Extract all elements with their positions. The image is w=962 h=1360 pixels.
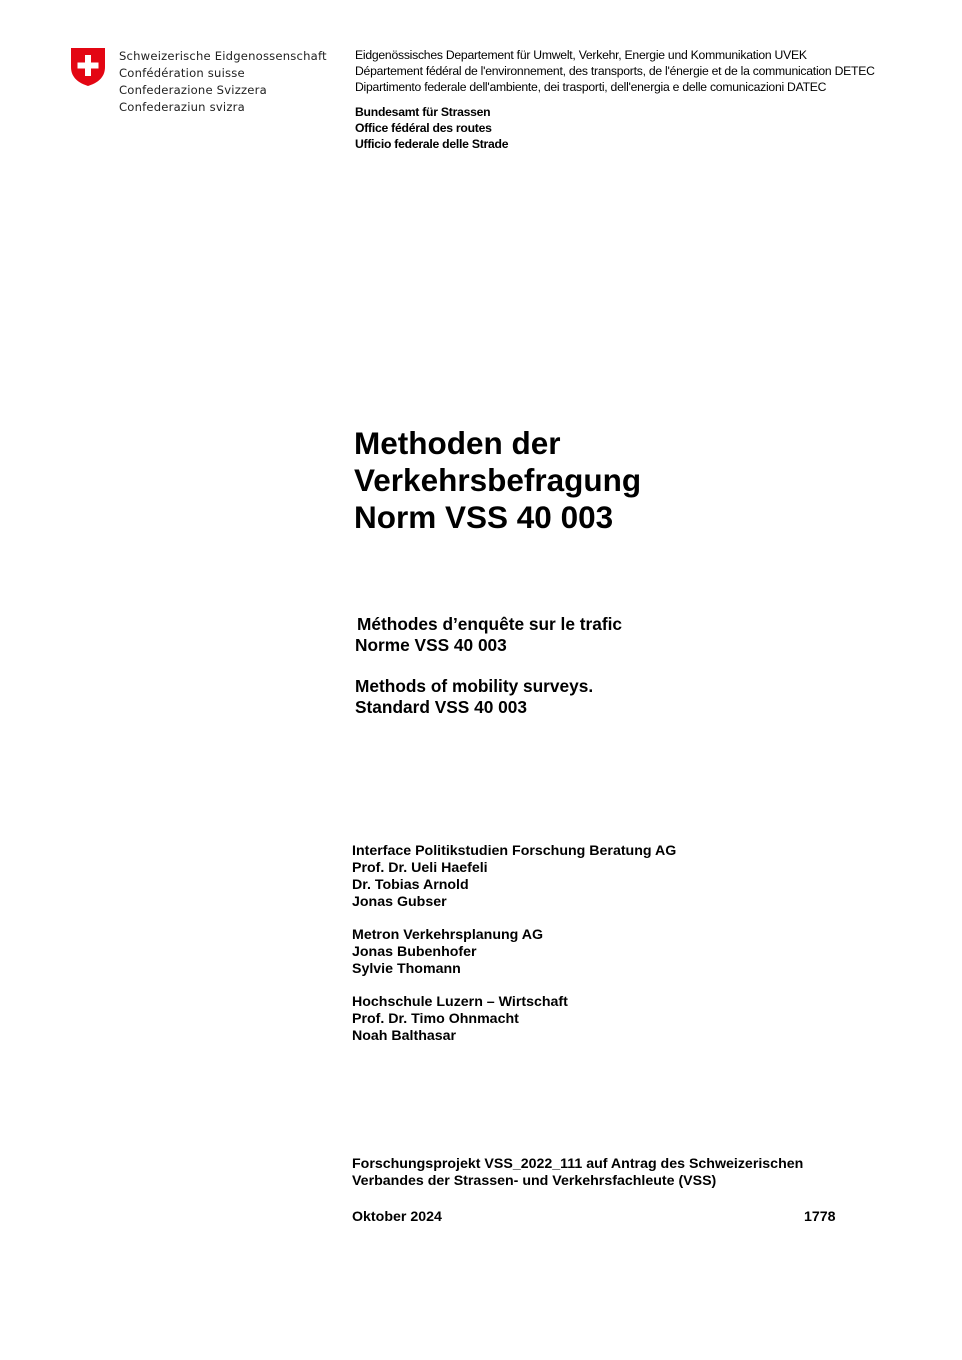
author-organization: Interface Politikstudien Forschung Beratung AG [352,843,677,859]
project-line-2: Verbandes der Strassen- und Verkehrsfachleute (VSS) [352,1172,717,1189]
confederation-fr: Confédération suisse [119,66,245,80]
office-de: Bundesamt für Strassen [355,105,491,119]
author-name: Jonas Gubser [352,894,447,910]
report-number: 1778 [804,1209,836,1225]
subtitle-fr-line-1: Méthodes d’enquête sur le trafic [357,614,623,634]
title-line-3: Norm VSS 40 003 [354,499,614,535]
office-names [355,104,508,153]
author-organization: Metron Verkehrsplanung AG [352,927,544,943]
research-project-note [352,1156,803,1189]
author-name: Dr. Tobias Arnold [352,877,469,893]
office-fr: Office fédéral des routes [355,121,492,136]
confederation-rm: Confederaziun svizra [119,100,245,114]
author-name: Jonas Bubenhofer [352,944,477,960]
author-name: Prof. Dr. Ueli Haefeli [352,860,488,876]
subtitle-en-line-1: Methods of mobility surveys. [355,676,594,696]
author-name: Noah Balthasar [352,1028,457,1044]
subtitle-french [355,614,622,655]
department-names [355,47,875,96]
author-organization: Hochschule Luzern – Wirtschaft [352,994,568,1010]
project-line-1: Forschungsprojekt VSS_2022_111 auf Antrag des Schweizerischen [352,1156,804,1172]
department-de: Eidgenössisches Departement für Umwelt, Verkehr, Energie und Kommunikation UVEK [355,48,807,62]
subtitle-english [355,676,593,717]
department-fr: Département fédéral de l'environnement, des transports, de l'énergie et de la communication DETEC [355,64,875,79]
department-it: Dipartimento federale dell'ambiente, dei trasporti, dell'energia e delle comunicazioni DATEC [355,80,827,95]
subtitle-en-line-2: Standard VSS 40 003 [355,696,527,717]
confederation-it: Confederazione Svizzera [119,83,267,97]
swiss-crest-icon [70,47,106,87]
title-line-2: Verkehrsbefragung [354,462,642,498]
author-name: Sylvie Thomann [352,961,461,977]
subtitle-fr-line-2: Norme VSS 40 003 [355,634,507,655]
author-name: Prof. Dr. Timo Ohnmacht [352,1011,519,1027]
office-it: Ufficio federale delle Strade [355,137,509,152]
title-line-1: Methoden der [354,425,561,461]
confederation-de: Schweizerische Eidgenossenschaft [119,49,327,63]
author-group-hslu [352,994,568,1045]
author-group-interface [352,843,676,911]
publication-date: Oktober 2024 [352,1209,442,1225]
document-title [354,425,641,536]
author-group-metron [352,927,543,978]
confederation-names [119,48,327,116]
